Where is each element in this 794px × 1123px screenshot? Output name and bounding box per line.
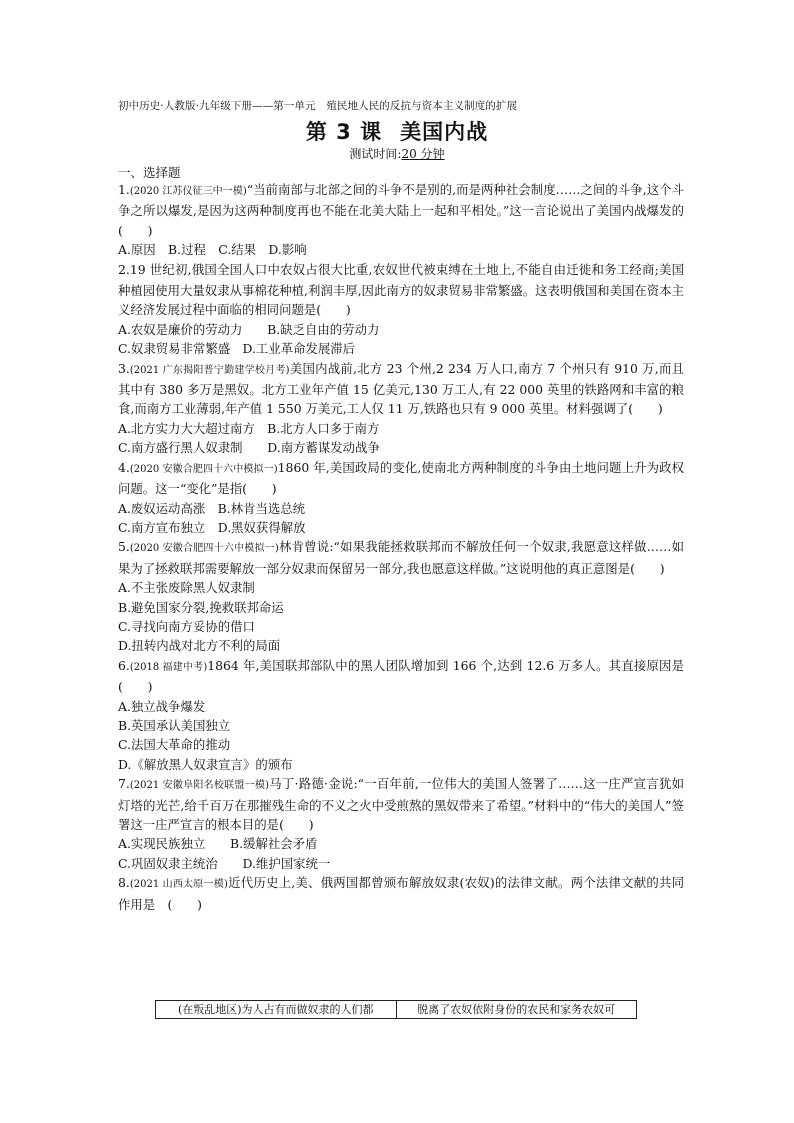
table-cell: (在叛乱地区)为人占有而做奴隶的人们都	[177, 1003, 374, 1016]
question-text: 马丁·路德·金说:“一百年前,一位伟大的美国人签署了……这一庄严宣言犹如灯塔的光芒,给千百万在那摧残生命的不义之火中受煎熬的黑奴带来了希望。”材料中的“伟大的美国人”签署这一庄严宣言的根本目的是( )	[118, 776, 685, 832]
test-time-value: 20 分钟	[401, 147, 445, 161]
answer-options: B.英国承认美国独立	[118, 717, 231, 733]
document-table	[155, 1000, 637, 1019]
question-stem	[118, 774, 684, 834]
question-item	[118, 774, 684, 873]
question-stem	[118, 359, 684, 419]
question-text: 美国内战前,北方 23 个州,2 234 万人口,南方 7 个州只有 910 万,而且其中有 380 多万是黑奴。北方工业年产值 15 亿美元,130 万工人,有 22 000 英里的铁路网和丰富的粮食,而南方工业薄弱,年产值 1 550 万美元,工人仅 11 万,铁路也只有 9 000 英里。材料强调了( )	[118, 360, 684, 417]
answer-options: C.奴隶贸易非常繁盛 D.工业革命发展滞后	[118, 341, 356, 357]
question-source: (2021 安徽阜阳名校联盟一模)	[129, 780, 270, 792]
answer-options: D.扭转内战对北方不利的局面	[118, 638, 281, 654]
question-item	[118, 260, 684, 359]
question-stem	[118, 260, 684, 320]
answer-options: A.北方实力大大超过南方 B.北方人口多于南方	[118, 420, 380, 436]
question-number: 6.	[118, 657, 130, 673]
question-source: (2021 广东揭阳普宁勤建学校月考)	[129, 364, 290, 376]
question-item	[118, 873, 684, 914]
question-stem	[118, 180, 684, 240]
question-stem	[118, 873, 684, 914]
question-number: 5.	[118, 539, 130, 555]
question-number: 7.	[118, 776, 130, 792]
question-stem	[118, 537, 684, 578]
question-source: (2018 福建中考)	[129, 661, 208, 673]
question-list	[118, 180, 684, 914]
question-number: 4.	[118, 459, 130, 475]
question-item	[118, 656, 684, 774]
question-source: (2020 安徽合肥四十六中模拟一)	[129, 543, 279, 555]
lesson-number: 第 3 课	[305, 120, 383, 144]
test-time	[0, 145, 794, 162]
question-number: 2.	[118, 261, 130, 277]
page-title	[0, 116, 794, 146]
question-source: (2021 山西太原一模)	[129, 879, 228, 891]
table-cell: 脱离了农奴依附身份的农民和家务农奴可	[396, 1001, 637, 1018]
question-number: 3.	[118, 360, 130, 376]
answer-options: A.独立战争爆发	[118, 698, 206, 714]
answer-options: B.避免国家分裂,挽救联邦命运	[118, 599, 284, 615]
question-number: 8.	[118, 875, 130, 891]
answer-options: A.原因 B.过程 C.结果 D.影响	[118, 242, 307, 258]
question-source: (2020 安徽合肥四十六中模拟一)	[129, 463, 278, 475]
question-item	[118, 458, 684, 538]
question-text: “当前南部与北部之间的斗争不是别的,而是两种社会制度……之间的斗争,这个斗争之所以爆发,是因为这两种制度再也不能在北美大陆上一起和平相处。”这一言论说出了美国内战爆发的( )	[118, 182, 684, 238]
answer-options: C.法国大革命的推动	[118, 737, 231, 753]
question-source: (2020 江苏仪征三中一模)	[129, 186, 247, 197]
answer-options: A.实现民族独立 B.缓解社会矛盾	[118, 836, 318, 852]
question-item	[118, 180, 684, 260]
answer-options: C.南方盛行黑人奴隶制 D.南方蓄谋发动战争	[118, 440, 380, 456]
question-stem	[118, 656, 684, 697]
question-text: 林肯曾说:“如果我能拯救联邦而不解放任何一个奴隶,我愿意这样做……如果为了拯救联邦需要解放一部分奴隶而保留另一部分,我也愿意这样做。”这说明他的真正意图是( )	[118, 539, 684, 576]
question-number: 1.	[118, 182, 130, 197]
section-title: 一、选择题	[118, 165, 181, 180]
question-text: 19 世纪初,俄国全国人口中农奴占很大比重,农奴世代被束缚在土地上,不能自由迁徙和务工经商;美国种植园使用大量奴隶从事棉花种植,利润丰厚,因此南方的奴隶贸易非常繁盛。这表明俄国和美国在资本主义经济发展过程中面临的相同问题是( )	[118, 261, 684, 318]
question-text: 1864 年,美国联邦部队中的黑人团队增加到 166 个,达到 12.6 万多人。其直接原因是( )	[118, 657, 685, 695]
answer-options: C.南方宣布独立 D.黑奴获得解放	[118, 519, 306, 535]
question-item	[118, 537, 684, 655]
question-stem	[118, 458, 684, 499]
question-text: 1860 年,美国政局的变化,使南北方两种制度的斗争由土地问题上升为政权问题。这一“变化”是指( )	[118, 459, 684, 497]
answer-options: C.巩固奴隶主统治 D.维护国家统一	[118, 855, 331, 871]
answer-options: A.不主张废除黑人奴隶制	[118, 580, 255, 596]
answer-options: A.农奴是廉价的劳动力 B.缺乏自由的劳动力	[118, 321, 380, 337]
test-time-label: 测试时间:	[349, 147, 402, 161]
answer-options: C.寻找向南方妥协的借口	[118, 618, 255, 634]
course-header: 初中历史·人教版·九年级下册——第一单元 殖民地人民的反抗与资本主义制度的扩展	[118, 100, 518, 112]
question-item	[118, 359, 684, 458]
question-text: 近代历史上,美、俄两国都曾颁布解放奴隶(农奴)的法律文献。两个法律文献的共同作用是 ( )	[118, 875, 684, 912]
answer-options: D.《解放黑人奴隶宣言》的颁布	[118, 756, 293, 772]
answer-options: A.废奴运动高涨 B.林肯当选总统	[118, 500, 306, 516]
lesson-title: 美国内战	[400, 120, 489, 144]
